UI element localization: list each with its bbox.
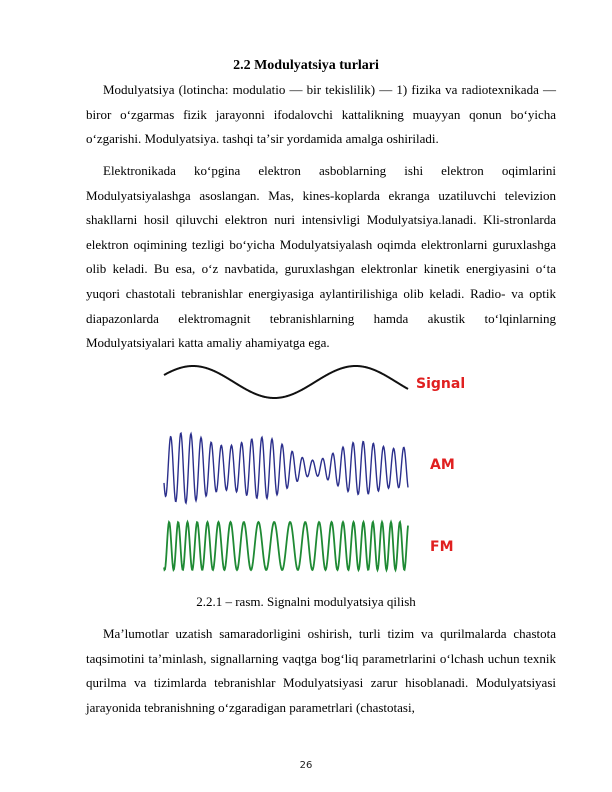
signal-waveform <box>164 366 408 398</box>
paragraph-electronics: Elektronikada koʻpgina elektron asboblarning ishi elektron oqimlarini Modulyatsiyalashga asoslangan. Mas, kines-koplarda ekranga uzatiluvchi televizion shakllarni hosil qiluvchi elektron nuri intensivligi Modulyatsiya.lanadi. Kli-stronlarda elektron oqimining tezligi boʻyicha Modulyatsiyalash oqimda elektronlarni guruxlashga olib keladi. Bu esa, oʻz navbatida, guruxlashgan elektronlar kinetik energiyasini oʻta yuqori chastotali tebranishlar energiyasiga aylantirilishiga olib keladi. Radio- va optik diapazonlarda elektromagnit tebranishlarning hamda akustik toʻlqinlarning Modulyatsiyalari katta amaliy ahamiyatga ega. <box>86 163 556 351</box>
page-number: 26 <box>299 760 313 771</box>
fm-label: FM <box>430 539 454 555</box>
am-waveform <box>164 433 408 503</box>
modulation-figure <box>158 358 470 586</box>
am-label: AM <box>430 457 455 473</box>
section-heading: 2.2 Modulyatsiya turlari <box>233 58 379 73</box>
modulation-diagram <box>158 358 470 586</box>
signal-label: Signal <box>416 376 466 392</box>
figure-caption: 2.2.1 – rasm. Signalni modulyatsiya qilish <box>196 594 416 609</box>
fm-waveform <box>164 522 408 570</box>
paragraph-transmission: Maʼlumotlar uzatish samaradorligini oshirish, turli tizim va qurilmalarda chastota taqsimotini taʼminlash, signallarning vaqtga bogʻliq parametrlarini oʻlchash uchun texnik qurilma va tizimlarda tebranishlar Modulyatsiyasi zarur hisoblanadi. Modulyatsiyasi jarayonida tebranishning oʻzgaradigan parametrlari (chastotasi, <box>86 626 556 715</box>
paragraph-definition: Modulyatsiya (lotincha: modulatio — bir tekislilik) — 1) fizika va radiotexnikada — biror oʻzgarmas fizik jarayonni ifodalovchi kattalikning muayyan qonun boʻyicha oʻzgarishi. Modulyatsiya. tashqi taʼsir yordamida amalga oshiriladi. <box>86 82 556 147</box>
